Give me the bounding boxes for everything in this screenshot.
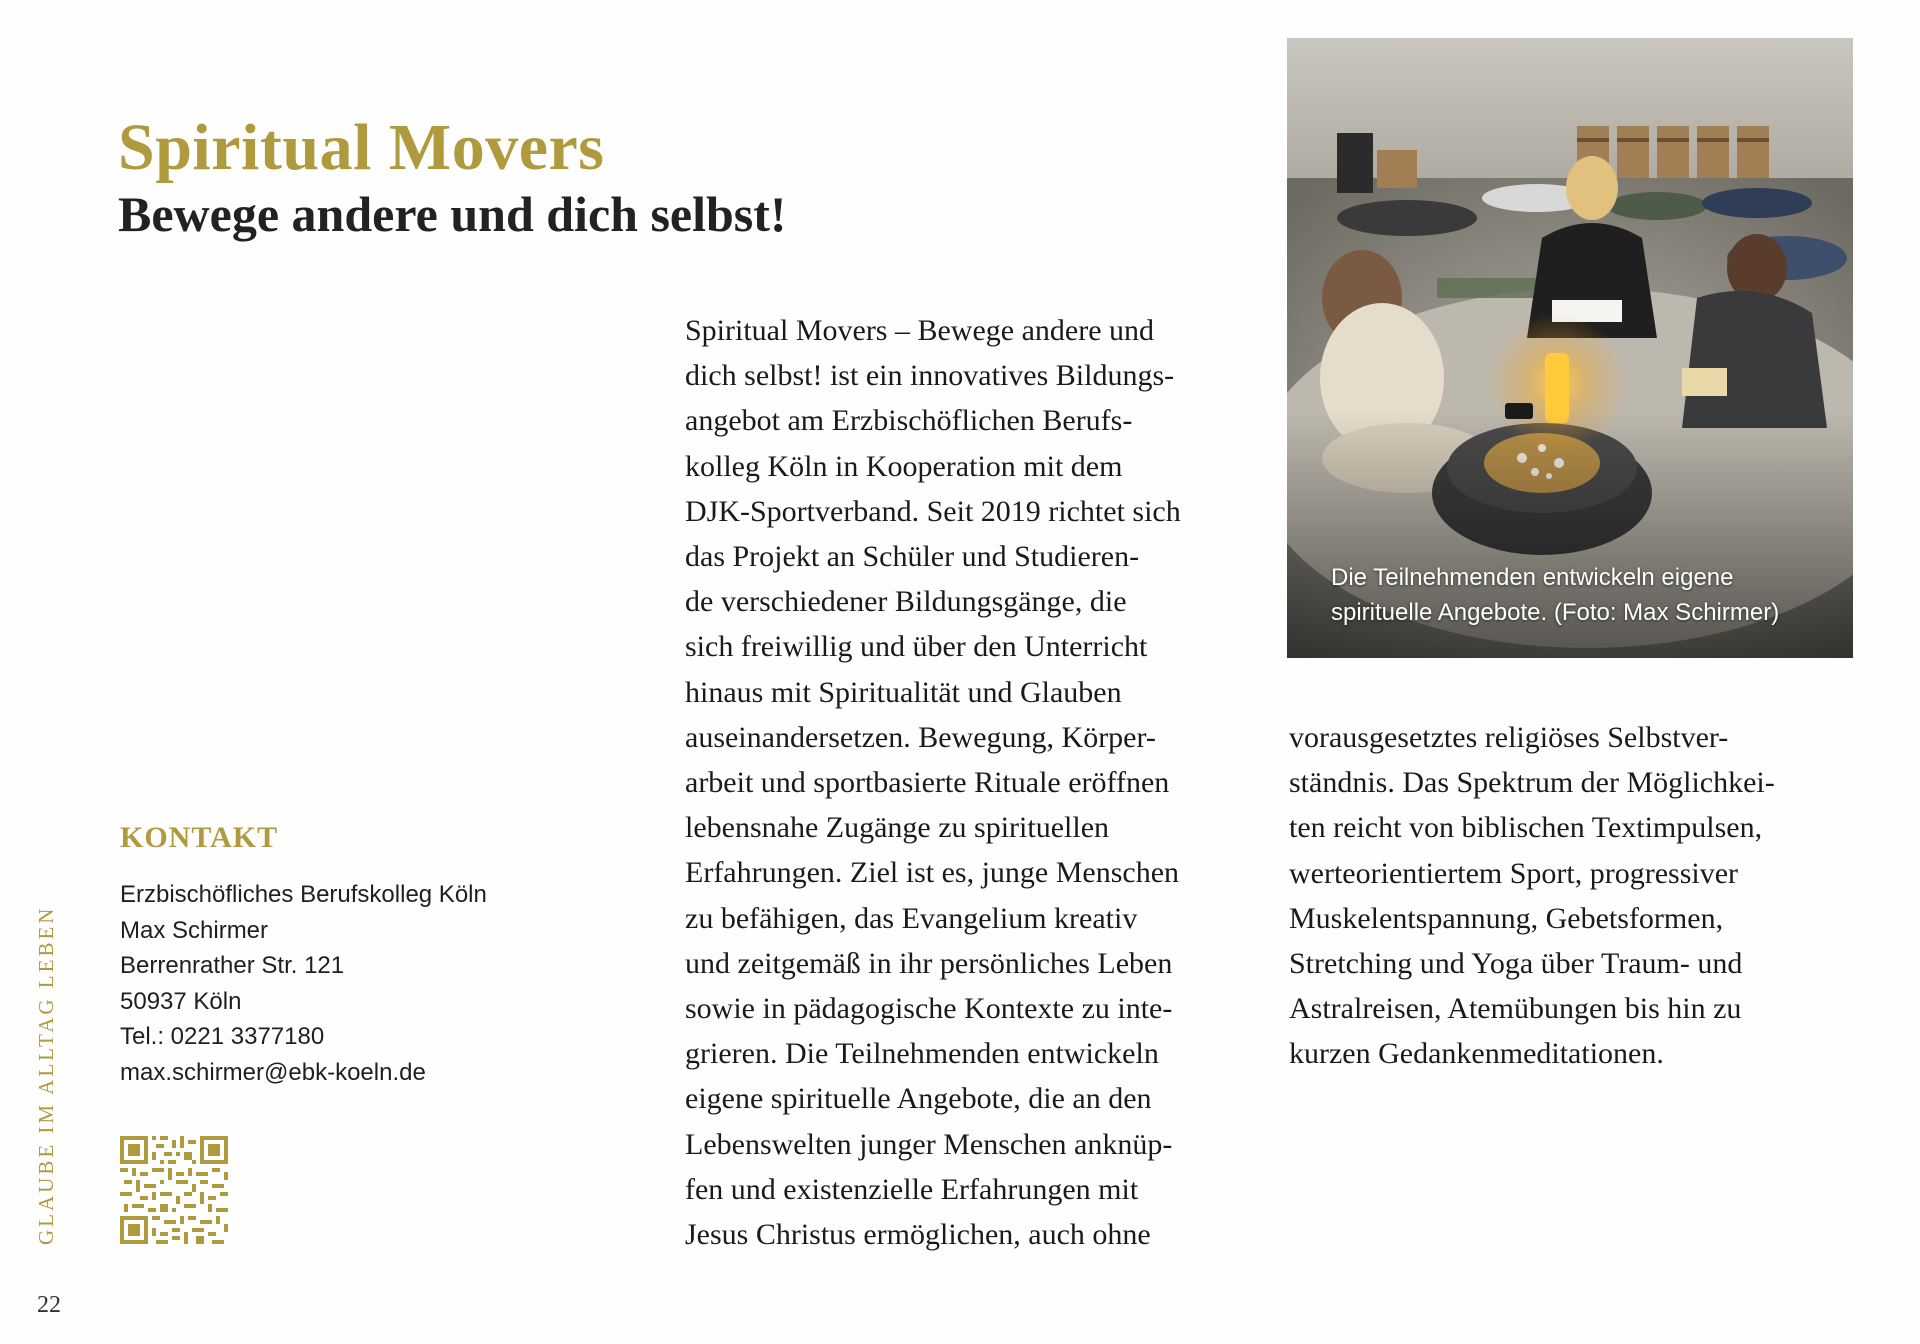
contact-line-phone: Tel.: 0221 3377180 (120, 1023, 325, 1050)
body-line: arbeit und sportbasierte Rituale eröffnen (685, 766, 1170, 800)
body-line: und zeitgemäß in ihr persönliches Leben (685, 946, 1173, 980)
body-line: werteorientiertem Sport, progressiver (1289, 856, 1739, 890)
photo-caption-line: spirituelle Angebote. (Foto: Max Schirmer) (1331, 599, 1780, 626)
body-line: auseinandersetzen. Bewegung, Körper- (685, 720, 1156, 754)
body-line: dich selbst! ist ein innovatives Bildungs- (685, 359, 1175, 393)
article-photo (1287, 38, 1853, 658)
contact-line-street: Berrenrather Str. 121 (120, 952, 345, 979)
body-line: vorausgesetztes religiöses Selbstver- (1289, 721, 1729, 754)
article-body-column-2 (1289, 715, 1869, 1077)
body-line: angebot am Erzbischöflichen Berufs- (685, 404, 1133, 438)
body-line: sowie in pädagogische Kontexte zu inte- (685, 992, 1173, 1026)
body-line: DJK-Sportverband. Seit 2019 richtet sich (685, 494, 1181, 528)
body-line: ten reicht von biblischen Textimpulsen, (1289, 811, 1763, 845)
contact-line-institution: Erzbischöfliches Berufskolleg Köln (120, 881, 487, 908)
contact-address (120, 877, 580, 1090)
article-body-column-1 (685, 308, 1255, 1257)
body-line: Stretching und Yoga über Traum- und (1289, 947, 1743, 981)
body-line: kolleg Köln in Kooperation mit dem (685, 449, 1123, 483)
body-line: Muskelentspannung, Gebetsformen, (1289, 901, 1724, 935)
body-line: das Projekt an Schüler und Studieren- (685, 540, 1140, 574)
body-line: de verschiedener Bildungsgänge, die (685, 585, 1127, 619)
contact-line-person: Max Schirmer (120, 916, 269, 944)
body-line: kurzen Gedankenmeditationen. (1289, 1037, 1664, 1071)
photo-caption (1331, 560, 1779, 630)
body-line: sich freiwillig und über den Unterricht (685, 630, 1148, 664)
body-line: ständnis. Das Spektrum der Möglichkei- (1289, 766, 1775, 800)
side-section-label: GLAUBE IM ALLTAG LEBEN (34, 905, 58, 1245)
page-number: 22 (37, 1292, 61, 1318)
qr-code-icon[interactable] (120, 1136, 228, 1244)
body-line: Jesus Christus ermöglichen, auch ohne (685, 1218, 1151, 1252)
body-line: Astralreisen, Atemübungen bis hin zu (1289, 992, 1742, 1026)
body-line: zu befähigen, das Evangelium kreativ (685, 901, 1138, 935)
page-subtitle: Bewege andere und dich selbst! (118, 186, 787, 242)
contact-heading: KONTAKT (120, 821, 279, 854)
body-line: grieren. Die Teilnehmenden entwickeln (685, 1037, 1159, 1071)
body-line: Spiritual Movers – Bewege andere und (685, 314, 1155, 347)
contact-line-email[interactable]: max.schirmer@ebk-koeln.de (120, 1058, 426, 1086)
body-line: Erfahrungen. Ziel ist es, junge Menschen (685, 856, 1180, 890)
contact-line-city: 50937 Köln (120, 987, 242, 1015)
body-line: fen und existenzielle Erfahrungen mit (685, 1172, 1139, 1206)
body-line: hinaus mit Spiritualität und Glauben (685, 675, 1122, 709)
page-title: Spiritual Movers (118, 111, 605, 184)
photo-caption-line: Die Teilnehmenden entwickeln eigene (1331, 564, 1734, 591)
body-line: eigene spirituelle Angebote, die an den (685, 1082, 1152, 1116)
body-line: lebensnahe Zugänge zu spirituellen (685, 811, 1110, 845)
body-line: Lebenswelten junger Menschen anknüp- (685, 1127, 1173, 1161)
